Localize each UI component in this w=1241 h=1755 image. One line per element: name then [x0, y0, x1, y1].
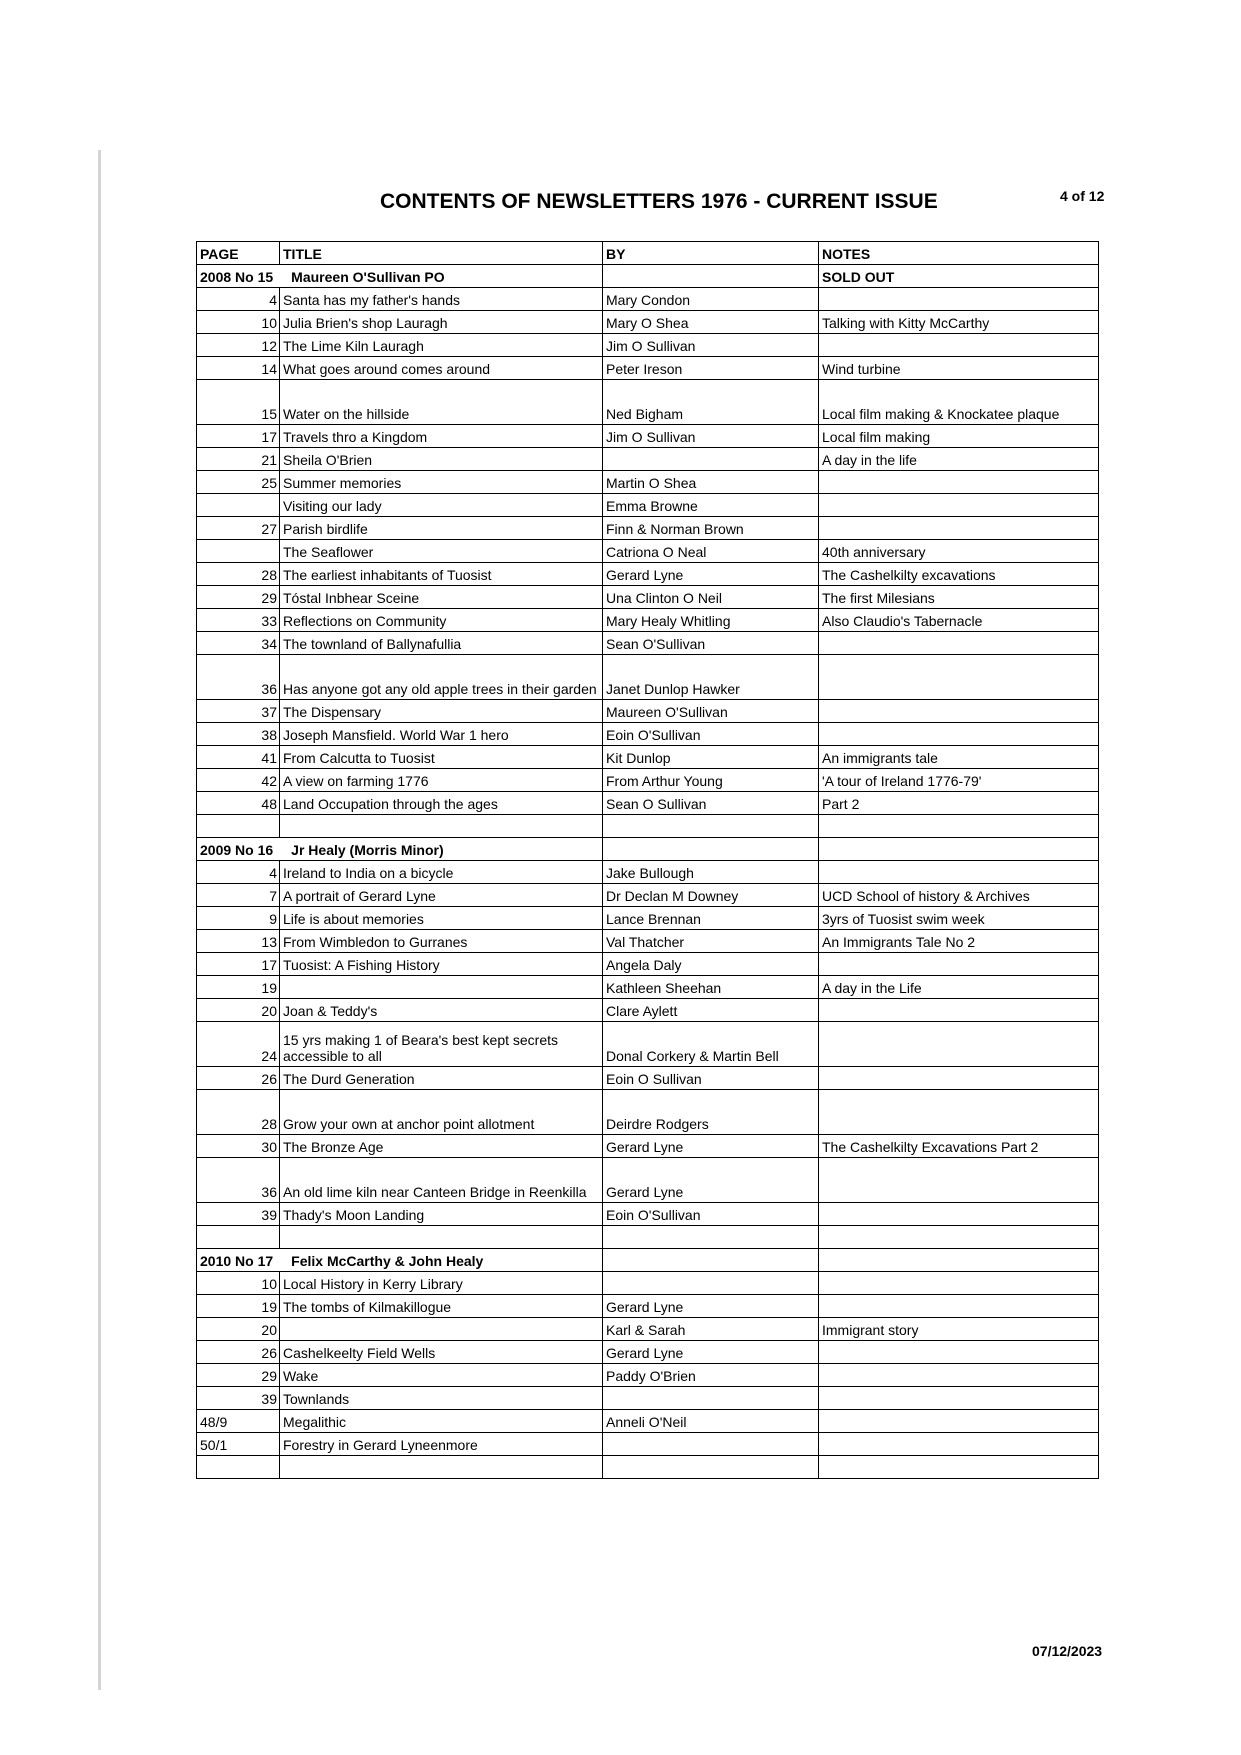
title-cell — [280, 1226, 603, 1249]
by-cell: Janet Dunlop Hawker — [603, 655, 819, 700]
title-cell — [280, 815, 603, 838]
title-cell: From Calcutta to Tuosist — [280, 746, 603, 769]
notes-cell — [819, 815, 1099, 838]
table-row — [197, 494, 1099, 517]
notes-cell — [819, 1226, 1099, 1249]
by-cell: Eoin O'Sullivan — [603, 1203, 819, 1226]
page-cell: 19 — [197, 976, 280, 999]
table-row — [197, 769, 1099, 792]
footer-date: 07/12/2023 — [1032, 1643, 1103, 1659]
by-cell — [603, 1226, 819, 1249]
page-cell: 7 — [197, 884, 280, 907]
table-row — [197, 1410, 1099, 1433]
notes-cell: Talking with Kitty McCarthy — [819, 311, 1099, 334]
by-cell: Gerard Lyne — [603, 1135, 819, 1158]
by-cell: Una Clinton O Neil — [603, 586, 819, 609]
title-cell — [280, 1318, 603, 1341]
page-cell: 28 — [197, 1090, 280, 1135]
title-cell: The earliest inhabitants of Tuosist — [280, 563, 603, 586]
issue-number: 2008 No 15 — [200, 269, 274, 285]
by-cell: Angela Daly — [603, 953, 819, 976]
page-cell: 50/1 — [197, 1433, 280, 1456]
page-cell: 12 — [197, 334, 280, 357]
table-row — [197, 1272, 1099, 1295]
page-cell: 9 — [197, 907, 280, 930]
issue-number: 2009 No 16 — [200, 842, 274, 858]
title-cell: Has anyone got any old apple trees in their garden — [280, 655, 603, 700]
by-cell: Dr Declan M Downey — [603, 884, 819, 907]
page-cell — [197, 815, 280, 838]
issue-name: Maureen O'Sullivan PO — [291, 269, 445, 285]
by-cell: Val Thatcher — [603, 930, 819, 953]
title-cell: Summer memories — [280, 471, 603, 494]
notes-cell — [819, 517, 1099, 540]
page-cell: 48 — [197, 792, 280, 815]
notes-cell — [819, 1158, 1099, 1203]
title-cell: Julia Brien's shop Lauragh — [280, 311, 603, 334]
table-row — [197, 380, 1099, 425]
notes-cell: The Cashelkilty Excavations Part 2 — [819, 1135, 1099, 1158]
notes-cell: UCD School of history & Archives — [819, 884, 1099, 907]
header-page: PAGE — [197, 242, 280, 265]
page-number: 4 of 12 — [1060, 188, 1105, 204]
notes-cell: Immigrant story — [819, 1318, 1099, 1341]
title-cell: A portrait of Gerard Lyne — [280, 884, 603, 907]
by-cell: Emma Browne — [603, 494, 819, 517]
title-cell: The Bronze Age — [280, 1135, 603, 1158]
table-row — [197, 1067, 1099, 1090]
table-row — [197, 930, 1099, 953]
page-cell: 29 — [197, 1364, 280, 1387]
notes-cell — [819, 1387, 1099, 1410]
table-row — [197, 976, 1099, 999]
by-cell: Jake Bullough — [603, 861, 819, 884]
table-row — [197, 884, 1099, 907]
by-cell — [603, 1456, 819, 1479]
notes-cell: 40th anniversary — [819, 540, 1099, 563]
notes-cell: A day in the Life — [819, 976, 1099, 999]
table-row — [197, 1341, 1099, 1364]
table-row — [197, 1022, 1099, 1067]
notes-cell — [819, 1067, 1099, 1090]
header-notes: NOTES — [819, 242, 1099, 265]
table-row — [197, 1456, 1099, 1479]
table-row — [197, 357, 1099, 380]
page-cell — [197, 540, 280, 563]
notes-cell — [819, 494, 1099, 517]
issue-header-row — [197, 265, 1099, 288]
table-row — [197, 609, 1099, 632]
page-cell: 30 — [197, 1135, 280, 1158]
by-cell: Ned Bigham — [603, 380, 819, 425]
page-cell: 48/9 — [197, 1410, 280, 1433]
table-row — [197, 999, 1099, 1022]
page-cell — [197, 494, 280, 517]
notes-cell — [819, 632, 1099, 655]
by-cell: Donal Corkery & Martin Bell — [603, 1022, 819, 1067]
table-row — [197, 1318, 1099, 1341]
table-row — [197, 311, 1099, 334]
notes-cell: Local film making — [819, 425, 1099, 448]
by-cell: Jim O Sullivan — [603, 425, 819, 448]
table-row — [197, 1364, 1099, 1387]
by-cell: Gerard Lyne — [603, 1295, 819, 1318]
page-cell: 20 — [197, 999, 280, 1022]
by-cell: From Arthur Young — [603, 769, 819, 792]
table-row — [197, 907, 1099, 930]
by-cell — [603, 1272, 819, 1295]
title-cell: Cashelkeelty Field Wells — [280, 1341, 603, 1364]
by-cell: Mary Healy Whitling — [603, 609, 819, 632]
title-cell: Wake — [280, 1364, 603, 1387]
table-header-row — [197, 242, 1099, 265]
by-cell: Jim O Sullivan — [603, 334, 819, 357]
notes-cell: Wind turbine — [819, 357, 1099, 380]
title-cell: The Durd Generation — [280, 1067, 603, 1090]
by-cell: Finn & Norman Brown — [603, 517, 819, 540]
page-margin-line — [98, 150, 101, 1690]
page-cell: 36 — [197, 655, 280, 700]
table-row — [197, 471, 1099, 494]
by-cell: Eoin O'Sullivan — [603, 723, 819, 746]
document-title: CONTENTS OF NEWSLETTERS 1976 - CURRENT ISSUE — [380, 190, 938, 213]
by-cell: Karl & Sarah — [603, 1318, 819, 1341]
table-row — [197, 425, 1099, 448]
table-row — [197, 746, 1099, 769]
title-cell: The tombs of Kilmakillogue — [280, 1295, 603, 1318]
notes-cell: Local film making & Knockatee plaque — [819, 380, 1099, 425]
by-cell: Maureen O'Sullivan — [603, 700, 819, 723]
issue-header-row — [197, 1249, 1099, 1272]
table-row — [197, 448, 1099, 471]
title-cell: 15 yrs making 1 of Beara's best kept secrets accessible to all — [280, 1022, 603, 1067]
by-cell: Lance Brennan — [603, 907, 819, 930]
notes-cell: SOLD OUT — [819, 265, 1099, 288]
title-cell: Ireland to India on a bicycle — [280, 861, 603, 884]
by-cell — [603, 815, 819, 838]
issue-number: 2010 No 17 — [200, 1253, 274, 1269]
table-row — [197, 861, 1099, 884]
page-cell: 24 — [197, 1022, 280, 1067]
page-cell — [197, 1226, 280, 1249]
by-cell: Gerard Lyne — [603, 1158, 819, 1203]
by-cell: Peter Ireson — [603, 357, 819, 380]
title-cell: An old lime kiln near Canteen Bridge in Reenkilla — [280, 1158, 603, 1203]
title-cell: Santa has my father's hands — [280, 288, 603, 311]
issue-heading — [197, 838, 603, 861]
table-row — [197, 1090, 1099, 1135]
page-cell: 14 — [197, 357, 280, 380]
title-cell: The Dispensary — [280, 700, 603, 723]
page-cell: 39 — [197, 1203, 280, 1226]
notes-cell — [819, 1272, 1099, 1295]
page-cell: 4 — [197, 288, 280, 311]
page-cell: 17 — [197, 953, 280, 976]
notes-cell — [819, 861, 1099, 884]
notes-cell: 3yrs of Tuosist swim week — [819, 907, 1099, 930]
notes-cell — [819, 1341, 1099, 1364]
table-row — [197, 815, 1099, 838]
title-cell — [280, 1456, 603, 1479]
by-cell: Paddy O'Brien — [603, 1364, 819, 1387]
table-row — [197, 1433, 1099, 1456]
by-cell: Mary O Shea — [603, 311, 819, 334]
title-cell: Reflections on Community — [280, 609, 603, 632]
by-cell — [603, 265, 819, 288]
issue-name: Felix McCarthy & John Healy — [291, 1253, 484, 1269]
title-cell: Visiting our lady — [280, 494, 603, 517]
notes-cell: An immigrants tale — [819, 746, 1099, 769]
page-cell: 26 — [197, 1067, 280, 1090]
table-row — [197, 586, 1099, 609]
table-row — [197, 517, 1099, 540]
page-cell: 10 — [197, 311, 280, 334]
by-cell — [603, 1249, 819, 1272]
page-cell: 25 — [197, 471, 280, 494]
page-cell: 21 — [197, 448, 280, 471]
page-cell: 38 — [197, 723, 280, 746]
page-cell: 10 — [197, 1272, 280, 1295]
title-cell: Townlands — [280, 1387, 603, 1410]
title-cell: Water on the hillside — [280, 380, 603, 425]
title-cell: The townland of Ballynafullia — [280, 632, 603, 655]
page-cell: 41 — [197, 746, 280, 769]
issue-heading — [197, 1249, 603, 1272]
by-cell: Catriona O Neal — [603, 540, 819, 563]
table-row — [197, 1295, 1099, 1318]
title-cell: Sheila O'Brien — [280, 448, 603, 471]
table-row — [197, 792, 1099, 815]
notes-cell — [819, 1410, 1099, 1433]
title-cell: Travels thro a Kingdom — [280, 425, 603, 448]
page-cell: 20 — [197, 1318, 280, 1341]
notes-cell — [819, 334, 1099, 357]
page-cell: 26 — [197, 1341, 280, 1364]
page-cell: 19 — [197, 1295, 280, 1318]
by-cell — [603, 448, 819, 471]
title-cell: Parish birdlife — [280, 517, 603, 540]
table-row — [197, 563, 1099, 586]
contents-table — [196, 241, 1099, 1479]
by-cell: Gerard Lyne — [603, 1341, 819, 1364]
notes-cell: An Immigrants Tale No 2 — [819, 930, 1099, 953]
title-cell: The Lime Kiln Lauragh — [280, 334, 603, 357]
header-by: BY — [603, 242, 819, 265]
header-title: TITLE — [280, 242, 603, 265]
notes-cell — [819, 1295, 1099, 1318]
title-cell: Thady's Moon Landing — [280, 1203, 603, 1226]
table-row — [197, 700, 1099, 723]
table-row — [197, 723, 1099, 746]
by-cell: Kathleen Sheehan — [603, 976, 819, 999]
by-cell: Eoin O Sullivan — [603, 1067, 819, 1090]
page-cell: 34 — [197, 632, 280, 655]
title-cell: Tuosist: A Fishing History — [280, 953, 603, 976]
page-cell: 33 — [197, 609, 280, 632]
page-cell: 37 — [197, 700, 280, 723]
notes-cell — [819, 953, 1099, 976]
by-cell — [603, 1433, 819, 1456]
by-cell: Kit Dunlop — [603, 746, 819, 769]
notes-cell — [819, 838, 1099, 861]
by-cell: Sean O Sullivan — [603, 792, 819, 815]
table-row — [197, 288, 1099, 311]
title-cell: Joseph Mansfield. World War 1 hero — [280, 723, 603, 746]
issue-name: Jr Healy (Morris Minor) — [291, 842, 444, 858]
title-cell: Land Occupation through the ages — [280, 792, 603, 815]
notes-cell: The first Milesians — [819, 586, 1099, 609]
page-cell: 42 — [197, 769, 280, 792]
issue-heading — [197, 265, 603, 288]
by-cell: Gerard Lyne — [603, 563, 819, 586]
table-row — [197, 1158, 1099, 1203]
notes-cell: 'A tour of Ireland 1776-79' — [819, 769, 1099, 792]
table-row — [197, 1203, 1099, 1226]
notes-cell: The Cashelkilty excavations — [819, 563, 1099, 586]
page-cell: 15 — [197, 380, 280, 425]
notes-cell: Also Claudio's Tabernacle — [819, 609, 1099, 632]
notes-cell — [819, 1090, 1099, 1135]
notes-cell — [819, 1364, 1099, 1387]
notes-cell — [819, 288, 1099, 311]
title-cell: From Wimbledon to Gurranes — [280, 930, 603, 953]
notes-cell — [819, 1022, 1099, 1067]
page-cell: 4 — [197, 861, 280, 884]
notes-cell — [819, 999, 1099, 1022]
by-cell: Mary Condon — [603, 288, 819, 311]
notes-cell — [819, 1203, 1099, 1226]
title-cell: Megalithic — [280, 1410, 603, 1433]
notes-cell — [819, 1249, 1099, 1272]
notes-cell — [819, 655, 1099, 700]
notes-cell — [819, 1433, 1099, 1456]
by-cell: Clare Aylett — [603, 999, 819, 1022]
page-cell: 36 — [197, 1158, 280, 1203]
title-cell — [280, 976, 603, 999]
by-cell — [603, 838, 819, 861]
table-row — [197, 953, 1099, 976]
notes-cell: Part 2 — [819, 792, 1099, 815]
table-row — [197, 334, 1099, 357]
title-cell: Joan & Teddy's — [280, 999, 603, 1022]
by-cell: Anneli O'Neil — [603, 1410, 819, 1433]
page-cell: 28 — [197, 563, 280, 586]
table-row — [197, 655, 1099, 700]
contents-table-body — [197, 242, 1099, 1479]
by-cell — [603, 1387, 819, 1410]
page-cell: 39 — [197, 1387, 280, 1410]
title-cell: The Seaflower — [280, 540, 603, 563]
title-cell: Life is about memories — [280, 907, 603, 930]
title-cell: Local History in Kerry Library — [280, 1272, 603, 1295]
by-cell: Martin O Shea — [603, 471, 819, 494]
title-cell: A view on farming 1776 — [280, 769, 603, 792]
by-cell: Deirdre Rodgers — [603, 1090, 819, 1135]
table-row — [197, 1135, 1099, 1158]
page-cell: 13 — [197, 930, 280, 953]
title-cell: Forestry in Gerard Lyneenmore — [280, 1433, 603, 1456]
table-row — [197, 632, 1099, 655]
notes-cell: A day in the life — [819, 448, 1099, 471]
notes-cell — [819, 723, 1099, 746]
notes-cell — [819, 1456, 1099, 1479]
table-row — [197, 1387, 1099, 1410]
page-cell: 17 — [197, 425, 280, 448]
table-row — [197, 540, 1099, 563]
notes-cell — [819, 471, 1099, 494]
page-cell — [197, 1456, 280, 1479]
issue-header-row — [197, 838, 1099, 861]
by-cell: Sean O'Sullivan — [603, 632, 819, 655]
title-cell: What goes around comes around — [280, 357, 603, 380]
notes-cell — [819, 700, 1099, 723]
title-cell: Grow your own at anchor point allotment — [280, 1090, 603, 1135]
table-row — [197, 1226, 1099, 1249]
page-cell: 27 — [197, 517, 280, 540]
page-cell: 29 — [197, 586, 280, 609]
title-cell: Tóstal Inbhear Sceine — [280, 586, 603, 609]
